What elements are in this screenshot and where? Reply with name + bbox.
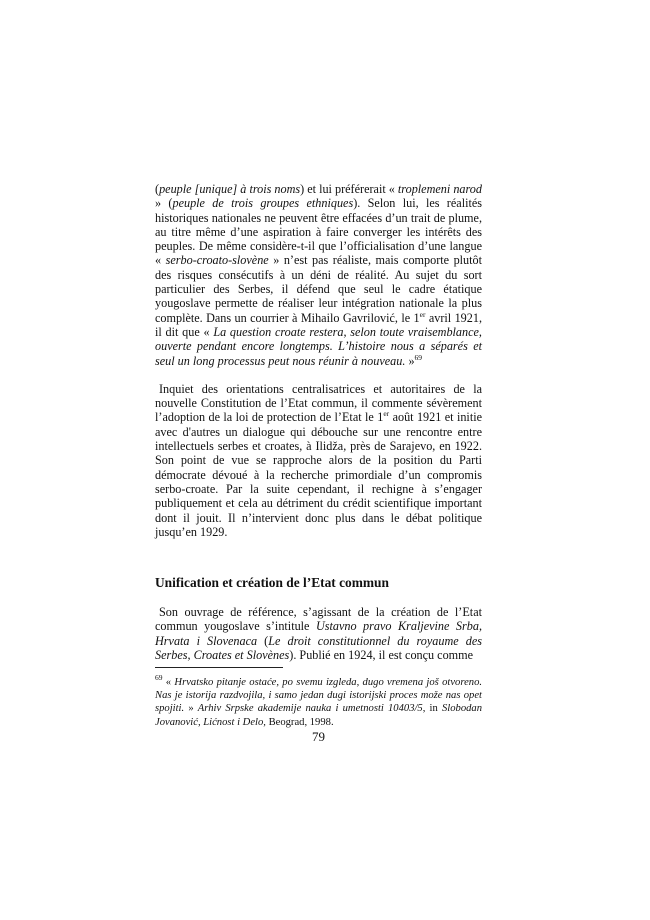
footnote-69 <box>155 673 483 729</box>
superscript-text: 69 <box>414 352 423 362</box>
footnote-separator <box>155 667 283 668</box>
text-run: ( <box>257 633 269 648</box>
italic-text-run: peuple de trois groupes ethniques <box>172 196 354 211</box>
italic-text-run: Le droit constitutionnel du royaume des Serbes, Croates et Slovènes <box>155 633 483 663</box>
text-run: Son ouvrage de référence, s’agissant de la création de l’Etat commun yougoslave s’intitule <box>155 605 482 634</box>
text-run: Inquiet des orientations centralisatrices et autoritaires de la nouvelle Constitution de l’Etat commun, il commente sévèrement l’adoption de la loi de protection de l’Etat le 1 <box>155 381 482 425</box>
italic-text-run: troplemeni narod <box>397 182 482 196</box>
italic-text-run: Slobodan Jovanović, Lićnost i Delo, <box>155 703 483 728</box>
italic-text-run: serbo-croato-slovène <box>165 253 269 268</box>
text-run: « <box>162 677 175 688</box>
italic-text-run: Ustavno pravo Kraljevine Srba, Hrvata i Slovenaca <box>155 619 482 648</box>
text-run: ). Publié en 1924, il est conçu comme <box>289 648 474 663</box>
main-text <box>155 182 482 662</box>
text-run: , in <box>422 703 442 715</box>
text-run: » ( <box>155 196 173 211</box>
text-run: avril 1921, il dit que « <box>155 310 482 339</box>
superscript-text: 69 <box>155 673 163 682</box>
text-run: Beograd, 1998. <box>265 716 334 728</box>
italic-text-run: La question croate restera, selon toute vraisemblance, ouverte pendant encore longtemps. L’histoire nous a séparés et seul un long processus peut nous réunir à nouveau. <box>155 324 482 368</box>
paragraph-1 <box>155 182 482 368</box>
text-run: » <box>184 703 198 715</box>
section-heading: Unification et création de l’Etat commun <box>155 575 389 591</box>
text-run: ). Selon lui, les réalités historiques nationales ne peuvent être effacées d’un trait de plume, au titre même d’une aspiration à faire converger les intérêts des peuples. De même considère-t-il que l’officialisation d’une langue « <box>155 196 483 268</box>
superscript-text: er <box>419 309 426 319</box>
text-run: » <box>405 353 415 368</box>
superscript-text: er <box>383 409 390 419</box>
paragraph-3 <box>155 605 482 662</box>
italic-text-run: Hrvatsko pitanje ostaće, po svemu izgleda, dugo vremena još otvoreno. Nas je istorija razdvojila, i samo jedan dugi istorijski proces može nas opet spojiti. <box>155 677 483 715</box>
text-run: ) et lui préférerait « <box>300 182 398 196</box>
text-run: ( <box>155 182 160 196</box>
text-run: août 1921 et initie avec d'autres un dialogue qui débouche sur une rencontre entre intellectuels serbes et croates, à Ilidža, près de Sarajevo, en 1922. Son point de vue se rapproche alors de la position du Parti démocrate dévoué à la recherche primordiale d’un compromis serbo-croate. Par la suite cependant, il rechigne à s’engager publiquement et cela au détriment du crédit scientifique important dont il jouit. Il n’intervient donc plus dans le débat politique jusqu’en 1929. <box>155 410 482 539</box>
page-number: 79 <box>312 729 325 744</box>
text-run: » n’est pas réaliste, mais comporte plutôt des risques consécutifs à un déni de réalité. Au sujet du sort particulier des Serbes, il défend que seul le cadre étatique yougoslave permette de réaliser leur intégration nationale la plus complète. Dans un courrier à Mihailo Gavrilović, le 1 <box>155 253 483 325</box>
paragraph-2 <box>155 382 482 539</box>
italic-text-run: Arhiv Srpske akademije nauka i umetnosti 10403/5 <box>197 703 423 715</box>
italic-text-run: peuple [unique] à trois noms <box>159 182 301 196</box>
